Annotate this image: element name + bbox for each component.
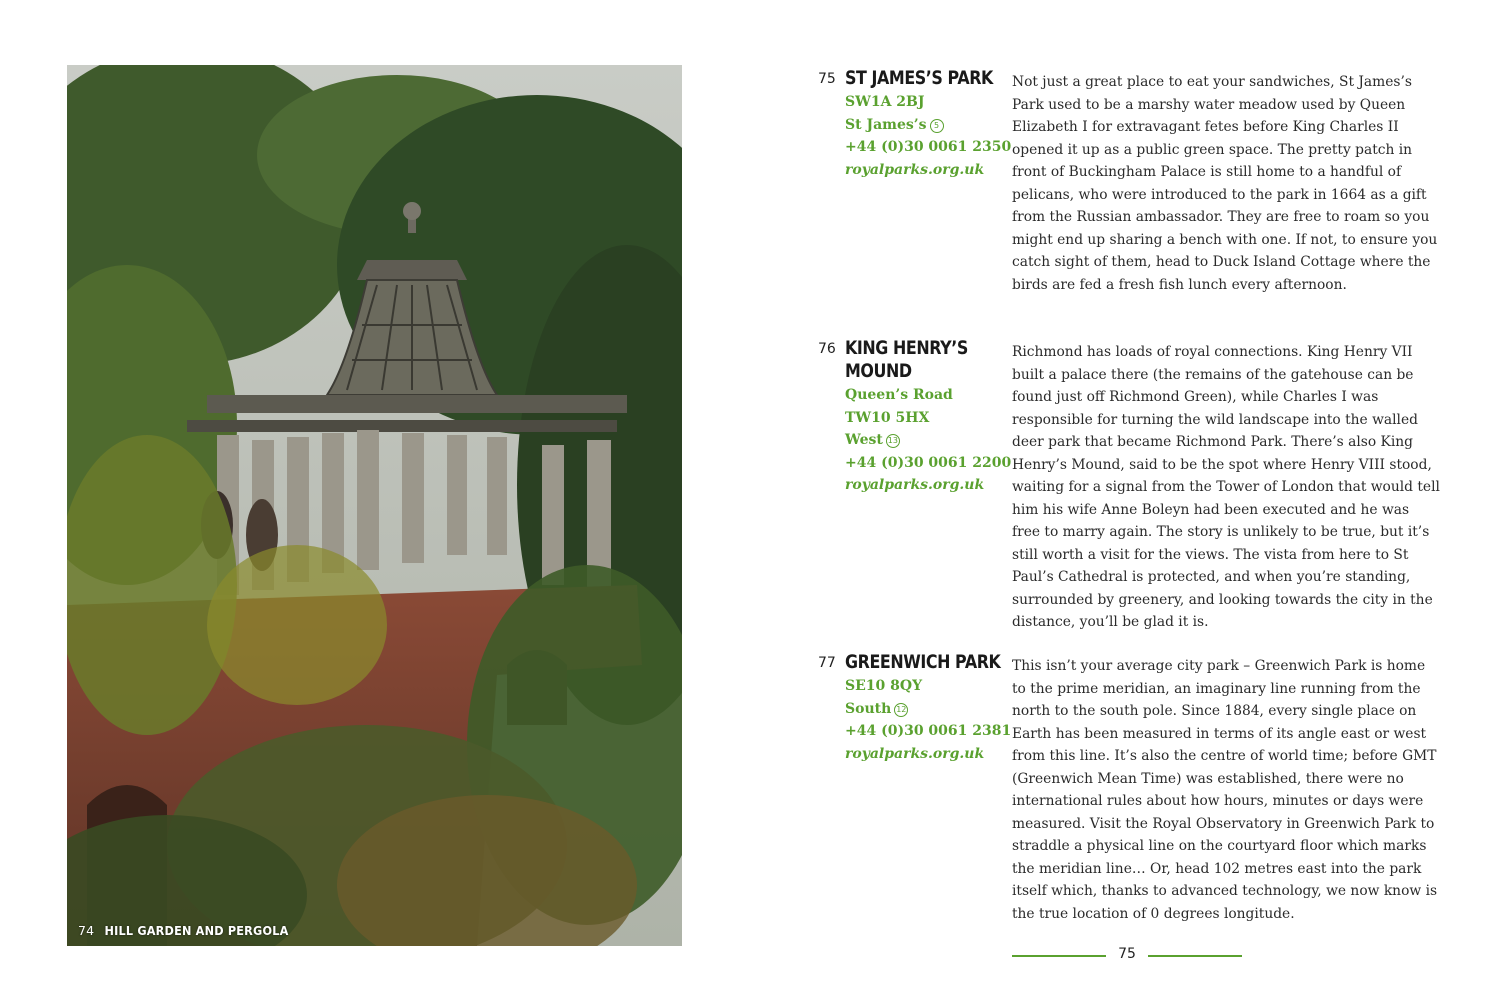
website-link[interactable]: royalparks.org.uk [845, 477, 985, 493]
station-name: St James’s [845, 116, 927, 133]
entry-sidebar [845, 652, 1012, 765]
photo-caption [78, 923, 288, 938]
phone: +44 (0)30 0061 2350 [845, 139, 1012, 155]
postcode: TW10 5HX [845, 409, 930, 426]
station-name: South [845, 700, 892, 717]
entry-number: 76 [818, 341, 836, 357]
entry-title: GREENWICH PARK [845, 652, 1001, 673]
garden-pergola-photo-icon [67, 65, 682, 946]
postcode: SE10 8QY [845, 678, 923, 694]
entry-sidebar [845, 338, 1012, 497]
pergola-photo [67, 65, 682, 946]
entry-body: This isn’t your average city park – Greenwich Park is home to the prime meridian, an imaginary line running from the north to the south pole. Since 1884, every single place on Earth has been measured in terms of its angle east or west from this line. It’s also the centre of world time; before GMT (Greenwich Mean Time) was established, there were no international rules about how hours, minutes or days were measured. Visit the Royal Observatory in Greenwich Park to straddle a physical line on the courtyard floor which marks the meridian line… Or, head 102 metres east into the park itself which, thanks to advanced technology, we now know is the true location of 0 degrees longitude. [1012, 658, 1438, 922]
photo-caption-number: 74 [78, 923, 95, 938]
station [845, 429, 1005, 452]
zone-badge-icon: 5 [930, 119, 944, 133]
page-footer [1012, 944, 1242, 968]
street: Queen’s Road [845, 387, 953, 403]
station-name: West [845, 432, 883, 448]
page-number: 75 [1118, 946, 1136, 962]
photo-caption-title: HILL GARDEN AND PERGOLA [104, 923, 289, 938]
footer-rule-right [1148, 955, 1242, 957]
website-link[interactable]: royalparks.org.uk [845, 161, 985, 178]
station [845, 114, 1005, 137]
entry-title-line-1: KING HENRY’S [845, 338, 968, 359]
station [845, 698, 1005, 721]
phone: +44 (0)30 0061 2381 [845, 723, 1012, 739]
entry-number: 75 [818, 71, 836, 87]
entry-title: ST JAMES’S PARK [845, 68, 993, 89]
entry-body: Not just a great place to eat your sandwiches, St James’s Park used to be a marshy water meadow used by Queen Elizabeth I for extravagant fetes before King Charles II opened it up as a public green space. The pretty patch in front of Buckingham Palace is still home to a handful of pelicans, who were introduced to the park in 1664 as a gift from the Russian ambassador. They are free to roam so you might end up sharing a bench with one. If not, to ensure you catch sight of them, head to Duck Island Cottage where the birds are fed a fresh fish lunch every afternoon. [1012, 74, 1438, 293]
entry-number: 77 [818, 655, 836, 671]
entry-title-line-2: MOUND [845, 361, 912, 382]
postcode: SW1A 2BJ [845, 94, 925, 110]
zone-badge-icon: 12 [894, 703, 908, 717]
entry-body: Richmond has loads of royal connections. King Henry VII built a palace there (the remains of the gatehouse can be found just off Richmond Green), while Charles I was responsible for turning the wild landscape into the walled deer park that became Richmond Park. There’s also King Henry’s Mound, said to be the spot where Henry VIII stood, waiting for a signal from the Tower of London that would tell him his wife Anne Boleyn had been executed and he was free to marry again. The story is unlikely to be true, but it’s still worth a visit for the views. The vista from here to St Paul’s Cathedral is protected, and when you’re standing, surrounded by greenery, and looking towards the city in the distance, you’ll be glad it is. [1012, 344, 1440, 630]
website-link[interactable]: royalparks.org.uk [845, 745, 985, 762]
zone-badge-icon: 13 [886, 434, 900, 448]
entry-sidebar [845, 68, 1012, 181]
phone: +44 (0)30 0061 2200 [845, 454, 1012, 471]
